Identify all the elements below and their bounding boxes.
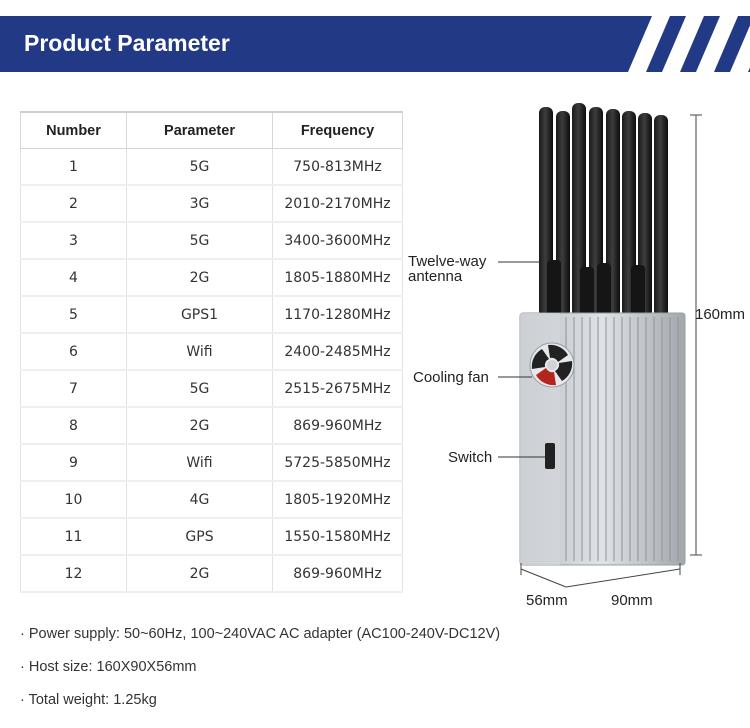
table-header-row [21,112,403,149]
antenna [580,267,594,317]
switch-label: Switch [448,449,493,466]
cell-number: 11 [21,518,127,555]
cell-parameter: 2G [127,407,273,444]
table-row [21,407,403,444]
cell-frequency: 1805-1920MHz [273,481,403,518]
column-header-number: Number [21,112,127,149]
cooling-fan-label: Cooling fan [413,369,489,386]
cell-frequency: 2515-2675MHz [273,370,403,407]
cell-frequency: 869-960MHz [273,555,403,592]
cell-frequency: 3400-3600MHz [273,222,403,259]
cell-parameter: GPS [127,518,273,555]
spec-power-supply: · Power supply: 50~60Hz, 100~240VAC AC adapter (AC100-240V-DC12V) [20,626,501,642]
table-row [21,185,403,222]
column-header-frequency: Frequency [273,112,403,149]
cell-frequency: 750-813MHz [273,149,403,186]
table-row [21,222,403,259]
spec-total-weight: · Total weight: 1.25kg [20,692,157,708]
parameter-table [20,111,403,593]
cell-number: 5 [21,296,127,333]
cell-number: 4 [21,259,127,296]
height-label: 160mm [695,306,746,323]
antenna-group [539,103,668,317]
page-title: Product Parameter [24,30,230,56]
cell-number: 2 [21,185,127,222]
cell-parameter: 5G [127,222,273,259]
cell-parameter: Wifi [127,444,273,481]
cell-frequency: 869-960MHz [273,407,403,444]
cell-frequency: 1170-1280MHz [273,296,403,333]
cell-parameter: 2G [127,259,273,296]
table-row [21,296,403,333]
table-row [21,518,403,555]
cell-number: 7 [21,370,127,407]
table-row [21,149,403,186]
antenna [654,115,668,317]
cell-number: 12 [21,555,127,592]
cell-parameter: 3G [127,185,273,222]
antenna [631,265,645,317]
cell-parameter: 5G [127,370,273,407]
width-label: 90mm [611,592,653,609]
cell-number: 9 [21,444,127,481]
table-row [21,259,403,296]
device-illustration [400,95,750,615]
cell-frequency: 1805-1880MHz [273,259,403,296]
cell-number: 8 [21,407,127,444]
decorative-stripes [600,16,750,72]
power-switch [545,443,555,469]
cell-number: 6 [21,333,127,370]
antenna [597,263,611,317]
spec-list [20,624,500,723]
cell-parameter: 4G [127,481,273,518]
depth-label: 56mm [526,592,568,609]
column-header-parameter: Parameter [127,112,273,149]
antenna-label-line2: antenna [408,268,463,285]
cell-frequency: 5725-5850MHz [273,444,403,481]
cooling-fan-icon [530,343,574,387]
cell-number: 10 [21,481,127,518]
table-row [21,333,403,370]
cell-frequency: 2010-2170MHz [273,185,403,222]
spec-host-size: · Host size: 160X90X56mm [20,659,197,675]
cell-parameter: 5G [127,149,273,186]
antenna-label: Twelve-way [408,253,487,270]
cell-number: 1 [21,149,127,186]
base-dimension [521,563,680,587]
table-row [21,555,403,592]
table-row [21,370,403,407]
cell-frequency: 1550-1580MHz [273,518,403,555]
antenna [547,260,561,317]
table-row [21,444,403,481]
cell-number: 3 [21,222,127,259]
height-dimension [690,115,702,555]
cell-frequency: 2400-2485MHz [273,333,403,370]
cell-parameter: Wifi [127,333,273,370]
cell-parameter: 2G [127,555,273,592]
header-banner [0,16,750,72]
table-row [21,481,403,518]
cell-parameter: GPS1 [127,296,273,333]
